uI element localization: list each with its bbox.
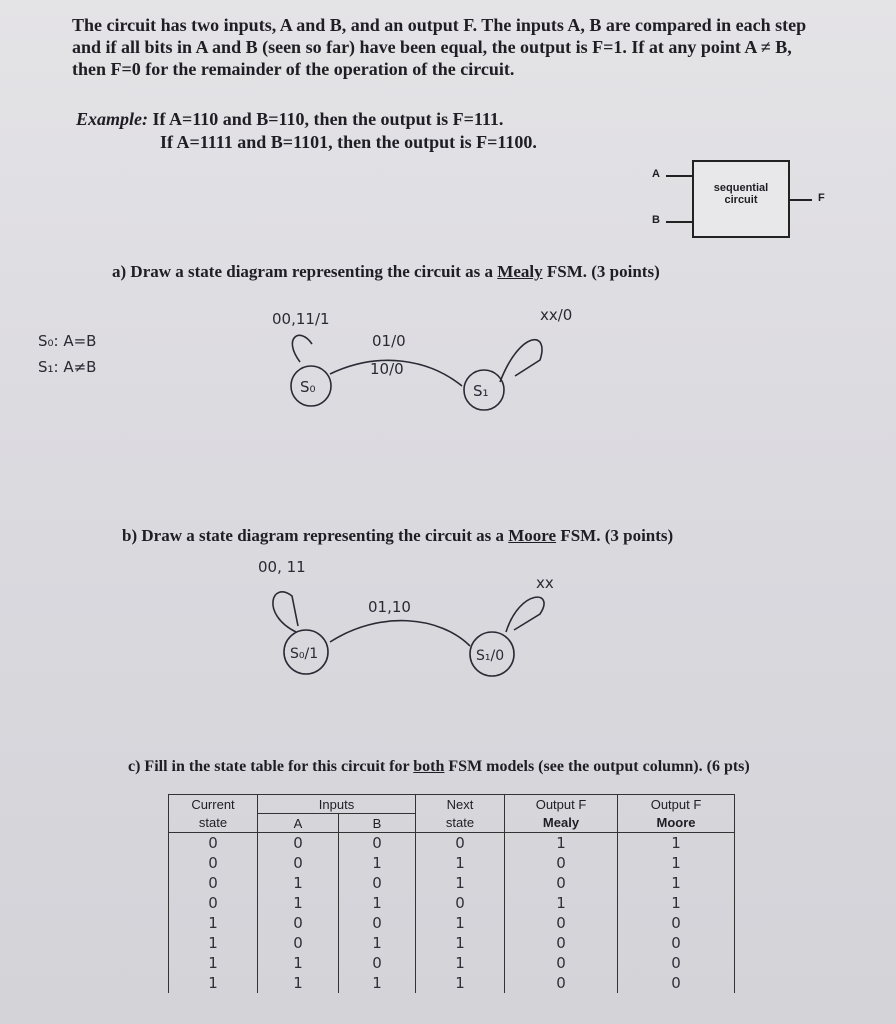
- cell-next: 0: [416, 833, 505, 854]
- cell-b: 0: [339, 833, 416, 854]
- cell-b: 1: [339, 893, 416, 913]
- part-a-mealy: Mealy: [497, 262, 543, 281]
- mealy-s1-label: S₁: [473, 382, 489, 400]
- cell-next: 0: [416, 893, 505, 913]
- part-c-suffix: FSM models (see the output column). (6 pts): [444, 758, 750, 775]
- col-moore-l2: Moore: [618, 814, 735, 833]
- cell-moore: 1: [618, 833, 735, 854]
- intro-line-2: and if all bits in A and B (seen so far) have been equal, the output is F=1. If at any point A ≠ B,: [72, 37, 792, 57]
- cell-next: 1: [416, 873, 505, 893]
- cell-b: 0: [339, 913, 416, 933]
- moore-diagram: [0, 550, 896, 690]
- moore-s1-label: S₁/0: [476, 648, 505, 664]
- cell-b: 0: [339, 953, 416, 973]
- col-inputs: Inputs: [258, 795, 416, 814]
- part-b-prefix: b) Draw a state diagram representing the circuit as a: [122, 526, 509, 545]
- cell-current: 0: [169, 893, 258, 913]
- col-output-moore: Output F: [618, 795, 735, 814]
- cell-current: 0: [169, 873, 258, 893]
- cell-moore: 0: [618, 953, 735, 973]
- part-a-suffix: FSM. (3 points): [542, 262, 660, 281]
- cell-a: 0: [258, 853, 339, 873]
- table-row: [169, 933, 735, 953]
- cell-mealy: 0: [505, 913, 618, 933]
- table-row: [169, 973, 735, 993]
- cell-a: 1: [258, 893, 339, 913]
- cell-a: 1: [258, 873, 339, 893]
- col-input-b: B: [339, 814, 416, 833]
- cell-moore: 0: [618, 973, 735, 993]
- cell-a: 1: [258, 973, 339, 993]
- cell-b: 1: [339, 853, 416, 873]
- state-table: [168, 794, 735, 993]
- cell-moore: 0: [618, 933, 735, 953]
- mealy-s1-loop-label: xx/0: [540, 306, 573, 324]
- state-table-body: [169, 833, 735, 994]
- input-b-label: B: [652, 214, 660, 226]
- table-row: [169, 853, 735, 873]
- part-c-prompt: [128, 758, 750, 776]
- table-row: [169, 913, 735, 933]
- moore-s0-loop-label: 00, 11: [258, 558, 306, 576]
- moore-s0-label: S₀/1: [290, 646, 319, 662]
- cell-next: 1: [416, 913, 505, 933]
- legend-s1: S₁: A≠B: [38, 358, 97, 376]
- moore-edge-label: 01,10: [368, 598, 411, 616]
- moore-s1-loop: [506, 597, 544, 632]
- problem-statement: [72, 14, 862, 80]
- intro-line-1: The circuit has two inputs, A and B, and an output F. The inputs A, B are compared in each step: [72, 15, 807, 35]
- cell-current: 1: [169, 933, 258, 953]
- example-line-2: If A=1111 and B=1101, then the output is F=1100.: [160, 132, 537, 152]
- table-row: [169, 833, 735, 854]
- mealy-s0-label: S₀: [300, 378, 316, 396]
- mealy-s0-loop-label: 00,11/1: [272, 310, 330, 328]
- cell-current: 0: [169, 853, 258, 873]
- cell-next: 1: [416, 853, 505, 873]
- part-a-prefix: a) Draw a state diagram representing the circuit as a: [112, 262, 498, 281]
- col-next-state-l2: state: [416, 814, 505, 833]
- table-row: [169, 873, 735, 893]
- output-f-label: F: [818, 192, 825, 204]
- table-row: [169, 893, 735, 913]
- block-title-2: circuit: [724, 194, 758, 206]
- input-b-wire: [666, 221, 692, 223]
- mealy-edge-label-1: 01/0: [372, 332, 406, 350]
- mealy-s1-loop: [500, 340, 542, 382]
- cell-a: 0: [258, 833, 339, 854]
- cell-mealy: 1: [505, 893, 618, 913]
- cell-b: 1: [339, 933, 416, 953]
- mealy-diagram: [0, 290, 896, 440]
- example-text-1: If A=110 and B=110, then the output is F=111.: [152, 109, 504, 129]
- col-next-state: Next: [416, 795, 505, 814]
- cell-mealy: 0: [505, 973, 618, 993]
- cell-b: 0: [339, 873, 416, 893]
- part-b-moore: Moore: [508, 526, 557, 545]
- cell-mealy: 0: [505, 853, 618, 873]
- cell-current: 1: [169, 953, 258, 973]
- sequential-circuit-block: [692, 160, 790, 238]
- part-c-prefix: c) Fill in the state table for this circuit for: [128, 758, 414, 775]
- cell-b: 1: [339, 973, 416, 993]
- part-c-both: both: [413, 758, 445, 775]
- mealy-edge-label-2: 10/0: [370, 360, 404, 378]
- cell-current: 0: [169, 833, 258, 854]
- input-a-label: A: [652, 168, 660, 180]
- example-line-1: [76, 108, 503, 130]
- part-a-prompt: [112, 262, 660, 282]
- col-current-state-l2: state: [169, 814, 258, 833]
- cell-moore: 0: [618, 913, 735, 933]
- cell-mealy: 0: [505, 953, 618, 973]
- cell-mealy: 0: [505, 873, 618, 893]
- input-a-wire: [666, 175, 692, 177]
- mealy-s0-loop: [292, 335, 312, 362]
- cell-current: 1: [169, 913, 258, 933]
- cell-moore: 1: [618, 893, 735, 913]
- cell-moore: 1: [618, 853, 735, 873]
- col-mealy-l2: Mealy: [505, 814, 618, 833]
- cell-a: 0: [258, 913, 339, 933]
- col-input-a: A: [258, 814, 339, 833]
- cell-next: 1: [416, 933, 505, 953]
- cell-moore: 1: [618, 873, 735, 893]
- cell-mealy: 1: [505, 833, 618, 854]
- col-current-state: Current: [169, 795, 258, 814]
- output-wire: [788, 199, 812, 201]
- moore-s1-loop-label: xx: [536, 574, 554, 592]
- moore-s0-loop: [273, 592, 298, 632]
- part-b-prompt: [122, 526, 673, 546]
- table-row: [169, 953, 735, 973]
- cell-mealy: 0: [505, 933, 618, 953]
- moore-transition: [330, 621, 470, 646]
- cell-next: 1: [416, 953, 505, 973]
- legend-s0: S₀: A=B: [38, 332, 97, 350]
- cell-next: 1: [416, 973, 505, 993]
- intro-line-3: then F=0 for the remainder of the operation of the circuit.: [72, 59, 515, 79]
- cell-a: 1: [258, 953, 339, 973]
- part-b-suffix: FSM. (3 points): [556, 526, 674, 545]
- col-output-mealy: Output F: [505, 795, 618, 814]
- cell-a: 0: [258, 933, 339, 953]
- cell-current: 1: [169, 973, 258, 993]
- example-label: Example:: [76, 109, 148, 129]
- block-title-1: sequential: [713, 182, 769, 194]
